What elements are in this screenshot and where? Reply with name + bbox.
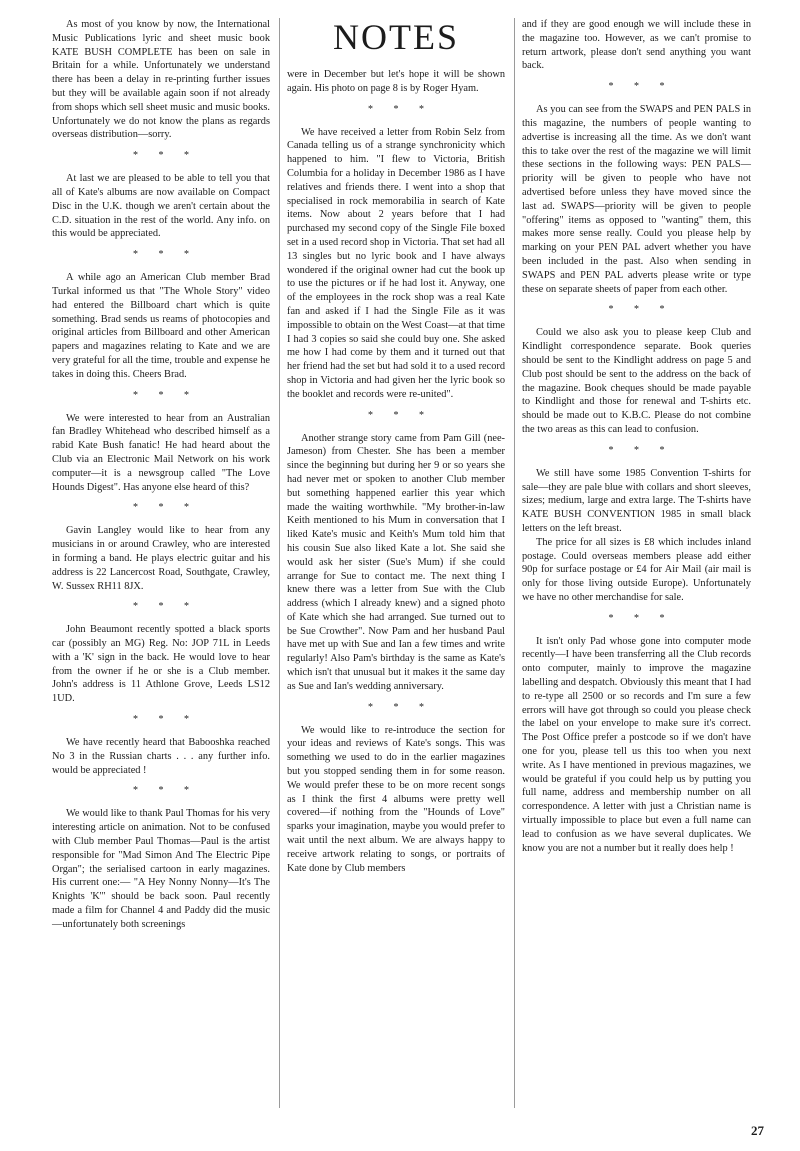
article-paragraph: We still have some 1985 Convention T-shirts for sale—they are pale blue with collars and short sleeves, sizes; medium, large and extra large. The T-shirts have KATE BUSH CONVENTION 1985 in small black letters on the left breast. [522,467,751,534]
article-paragraph: We would like to thank Paul Thomas for his very interesting article on animation. Not to be confused with Club member Paul Thomas—Paul is the artist responsible for "Mad Simon And The Electric Pipe Organ"; the serialised cartoon in early magazines. His current one:— "A Hey Nonny Nonny—It's The Knights 'K'" should be back soon. Paul recently made a film for Channel 4 and Paddy did the music—unfortunately both screenings [52,808,270,930]
article-paragraph: It isn't only Pad whose gone into computer mode recently—I have been transferring all the Club records onto computer, mainly to improve the magazine labelling and despatch. Obviously this meant that I had to re-type all 2500 or so records and I'm sure a few errors will have got through so could you please check the label on your envelope to make sure it's correct. The Post Office prefer a postcode so if we don't have one for you, please tell us this too when you next write. As I have mentioned in previous magazines, we would be grateful if you could help us by putting you full name, address and membership number on all correspondence. A letter with just a Christian name is virtually impossible to place but even a full name can lead to confusion as we have several duplicates. We know you are not a number but it really does help ! [522,635,751,854]
article-paragraph: Another strange story came from Pam Gill (nee-Jameson) from Chester. She has been a member since the beginning but during her 9 or so years she had never met or spoken to another Club member but something happened earlier this year which made the waiting worthwhile. "My brother-in-law Keith mentioned to his Mum in conversation that I liked Kate's music and Keith's Mum told him that his cousin Sue also liked Kate a lot. She said she would ask her sister (Sue's Mum) if she could arrange for Sue to contact me. The next thing I knew there was a letter from Sue with the Club address (which I already knew) and a signed photo of Kate which she had arranged. Sue turned out to be Sue Crowther". Now Pam and her husband Paul have met up with Sue and Ian a few times and write regularly! Also Pam's birthday is the same as Kate's which isn't that unusual but it makes it the same day as Sue and Ian's wedding anniversary. [287,432,505,692]
section-separator: * * * [133,389,198,401]
article-paragraph: We have recently heard that Babooshka reached No 3 in the Russian charts . . . any further info. would be appreciated ! [52,737,270,776]
column-3 [522,18,751,855]
column-divider [514,18,515,1108]
section-separator: * * * [133,785,198,797]
column-1 [52,18,270,932]
column-divider [279,18,280,1108]
section-separator: * * * [608,612,674,624]
article-paragraph: As most of you know by now, the International Music Publications lyric and sheet music book KATE BUSH COMPLETE has been on sale in Britain for a while. Unfortunately we understand there has been a delay in re-printing further issues but they will be available again soon if not already from shops which sell sheet music and music books. Unfortunately we do not know the plans as regards overseas distribution—sorry. [52,19,270,141]
article-paragraph: A while ago an American Club member Brad Turkal informed us that "The Whole Story" video had entered the Billboard chart which is quite something. Brad sends us reams of photocopies and original articles from Billboard and other American papers and magazines relating to Kate and we are very grateful for all the time, trouble and expense he takes in doing this. Cheers Brad. [52,272,270,380]
article-paragraph: We were interested to hear from an Australian fan Bradley Whitehead who described himself as a rabid Kate Bush fanatic! He had heard about the Club via an Electronic Mail Network on his work computer—it is a newsgroup called "The Love Hounds Digest". Has anyone else heard of this? [52,412,270,493]
article-paragraph: Gavin Langley would like to hear from any musicians in or around Crawley, who are interested in forming a band. He plays electric guitar and his address is 22 Lancercost Road, Southgate, Crawley, W. Sussex RH11 8JX. [52,525,270,592]
section-separator: * * * [133,502,198,514]
section-separator: * * * [133,601,198,613]
section-separator: * * * [608,81,674,93]
article-paragraph: John Beaumont recently spotted a black sports car (possibly an MG) Reg. No: JOP 71L in Leeds with a 'K' sign in the back. He would love to hear from the owner if he or she is a Club member. John's address is 11 Athlone Grove, Leeds LS12 1UD. [52,624,270,705]
article-paragraph: The price for all sizes is £8 which includes inland postage. Could overseas members please add either 90p for surface postage or £4 for Air Mail (air mail is only for those living outside Europe). Unfortunately we have no other merchandise for sale. [522,536,751,603]
article-paragraph: At last we are pleased to be able to tell you that all of Kate's albums are now available on Compact Disc in the U.K. though we aren't certain about the C.D. situation in the rest of the world. Any info. on this would be appreciated. [52,173,270,240]
article-paragraph: We would like to re-introduce the section for your ideas and reviews of Kate's songs. This was something we used to do in the earlier magazines but you stopped sending them in for some reason. We would prefer these to be on more recent songs as I think the first 4 albums were pretty well covered—if nothing from the "Hounds of Love" sparks your imagination, maybe you would prefer to wait until the next album. We are always happy to receive artwork relating to songs, or portraits of Kate done by Club members [287,724,505,874]
article-paragraph: We have received a letter from Robin Selz from Canada telling us of a strange synchronicity which happened to him. "I flew to Victoria, British Columbia for a holiday in December 1986 as I have relatives and friends there. I went into a shop that specialised in rock memorabilia in search of Kate items. Now about 2 years before that I had purchased my second copy of the Single File boxed set in a used record shop in Victoria. That set had all 13 singles but no lyric book and I have always wondered if the original owner had cut the book up to use the pictures or if he had lost it. Anyway, one of the employees in the rock shop was a real Kate fan and asked if I had the Single File as it was impossible to obtain on the West Coast—at that time I had 3 copies so said she could buy one. She asked me how I had come by them and it turned out that her friend had the set but had sold it to a used record shop in Victoria and had given her the lyric book so the booklet and records were re-united". [287,126,505,400]
page-number: 27 [751,1123,764,1138]
section-separator: * * * [608,304,674,316]
page-title: NOTES [333,17,459,57]
section-separator: * * * [133,249,198,261]
column-2 [287,18,505,875]
article-paragraph: As you can see from the SWAPS and PEN PALS in this magazine, the numbers of people wanting to advertise is increasing all the time. As we don't want this to take over the rest of the magazine we will limit these sections in the following ways: PEN PALS—priority will be given to people who have not advertised before unless they have moved since the last ad. SWAPS—priority will be given to people "offering" items as opposed to "wanting" them, this makes more sense really. Could you please help by marking on your PEN PAL advert whether you have been included in the past. Also when sending in SWAPS and PEN PAL adverts please write or type these on separate sheets of paper from each other. [522,104,751,295]
section-separator: * * * [368,701,433,713]
section-separator: * * * [368,103,433,115]
article-paragraph: and if they are good enough we will include these in the magazine too. However, as we can't promise to return artwork, please don't send anything you want back. [522,19,751,72]
article-paragraph: were in December but let's hope it will be shown again. His photo on page 8 is by Roger Hyam. [287,69,505,94]
section-separator: * * * [133,714,198,726]
article-paragraph: Could we also ask you to please keep Club and Kindlight correspondence separate. Book queries should be sent to the Kindlight address on page 5 and Club post should be sent to the address on the back of the magazine. Book cheques should be made payable to Kindlight and those for renewal and T-shirts etc. should be made out to K.B.C. Please do not combine the two areas as this can lead to confusion. [522,327,751,435]
section-separator: * * * [368,409,433,421]
section-separator: * * * [608,444,674,456]
section-separator: * * * [133,150,198,162]
